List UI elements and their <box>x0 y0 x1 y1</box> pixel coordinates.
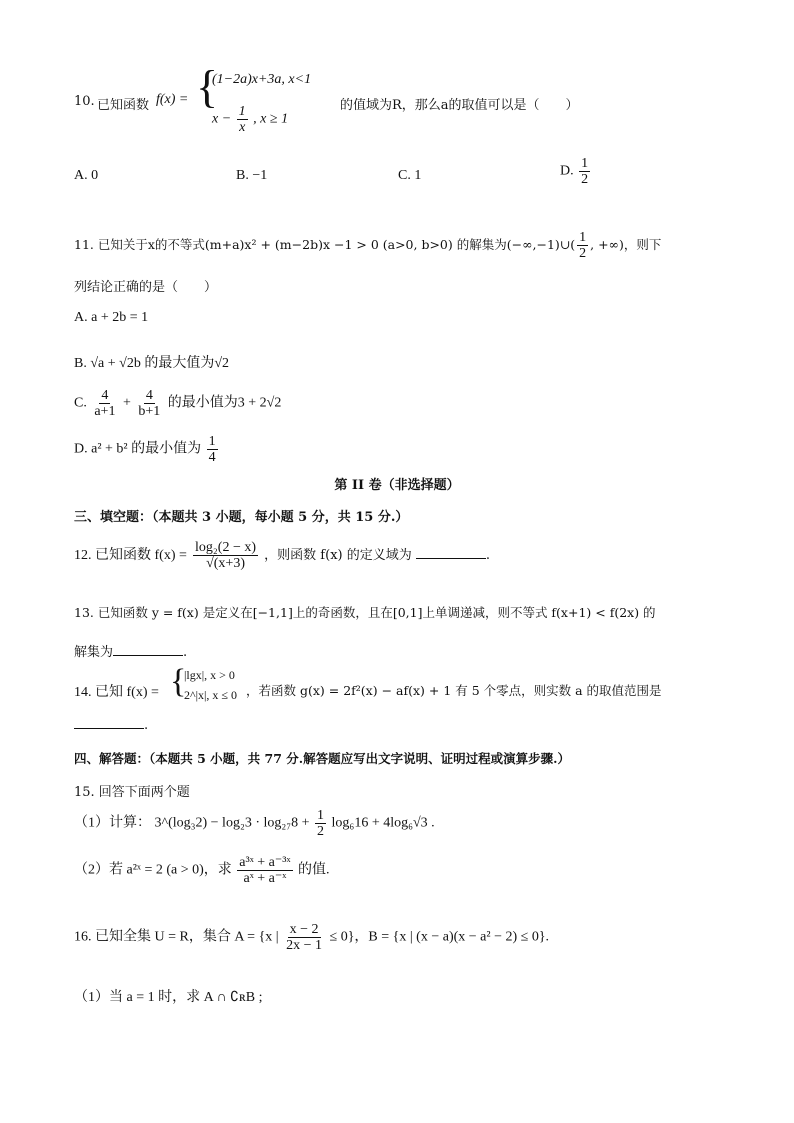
q16 <box>74 922 549 953</box>
q11-option-c-frac1 <box>92 388 117 419</box>
q11-option-c-tail: 的最小值为3 + 2√2 <box>167 395 282 411</box>
q10-number: 10. <box>74 94 95 109</box>
q11-option-c-num2: 4 <box>145 388 153 403</box>
q11-option-d-num: 1 <box>208 434 216 449</box>
q10-option-d-frac <box>579 156 590 187</box>
q12-end: . <box>485 548 491 563</box>
part2-title: 第 II 卷（非选择题） <box>334 478 460 493</box>
q12-pre: 12. 已知函数 f(x) = <box>74 548 187 563</box>
q15-p2-frac <box>237 855 292 886</box>
q10-tail: 的值域为R，那么a的取值可以是（ ） <box>340 98 579 113</box>
q14-brace: { <box>170 663 187 700</box>
q10-option-d-den: 2 <box>581 172 589 187</box>
q16-num: x − 2 <box>289 922 319 937</box>
q11-line1-tail: , +∞)，则下 <box>590 237 662 252</box>
q10-option-c: C. 1 <box>398 168 422 183</box>
q15-p2-post: 的值. <box>298 862 330 878</box>
q15-p1-den: 2 <box>317 824 325 839</box>
q13-answer-blank[interactable] <box>113 643 183 656</box>
q11-line1 <box>74 230 661 261</box>
q10-brace: { <box>196 61 219 112</box>
q15-p1-pre: （1）计算： 3^(log₃2) − log₂3 · log₂₇8 + <box>74 815 310 831</box>
q14-answer-blank[interactable] <box>74 716 144 729</box>
q11-option-d-frac <box>207 434 218 465</box>
q13-line2 <box>74 641 187 660</box>
q11-line1-text: 11. 已知关于x的不等式(m+a)x² + (m−2b)x −1 > 0 (a>0, b>0) 的解集为(−∞,−1)∪( <box>74 237 576 252</box>
q15-p1-frac <box>315 808 326 839</box>
q12-answer-blank[interactable] <box>416 546 486 559</box>
q10-case2-frac <box>237 104 248 135</box>
q12-num: log₂(2 − x) <box>195 540 257 555</box>
q10-option-b: B. −1 <box>236 168 268 183</box>
q13-end: . <box>183 645 188 660</box>
q11-option-d-label: D. a² + b² 的最小值为 <box>74 441 202 457</box>
section3-heading: 三、填空题：（本题共 3 小题，每小题 5 分，共 15 分.） <box>74 510 409 525</box>
q14-case1: |lgx|, x > 0 <box>184 668 235 682</box>
q16-part1: （1）当 a = 1 时，求 A ∩ ∁ʀB ; <box>74 990 263 1005</box>
q11-option-d <box>74 434 220 465</box>
q10-case2-left: x − <box>212 111 232 127</box>
q10-option-a: A. 0 <box>74 168 99 183</box>
q15-p1-post: log₆16 + 4log₆√3 . <box>331 815 435 831</box>
q10-fx: f(x) = <box>156 92 189 107</box>
q11-option-a: A. a + 2b = 1 <box>74 310 149 325</box>
q10-option-d <box>560 156 592 187</box>
q15-p2-den: aˣ + a⁻ˣ <box>243 871 287 886</box>
q14-post: ，若函数 g(x) = 2f²(x) − af(x) + 1 有 5 个零点，则实数 a 的取值范围是 <box>246 683 662 698</box>
q12-post: ，则函数 f(x) 的定义域为 <box>264 548 412 563</box>
q11-line1-frac-den: 2 <box>579 246 587 261</box>
q11-line2: 列结论正确的是（ ） <box>74 280 218 295</box>
q15-p1-num: 1 <box>317 808 325 823</box>
q11-option-c-frac2 <box>136 388 162 419</box>
q11-option-c-label: C. <box>74 395 87 411</box>
q14-end: . <box>144 718 149 733</box>
q11-option-c-num1: 4 <box>101 388 109 403</box>
q16-den: 2x − 1 <box>286 938 323 953</box>
q13-line2-text: 解集为 <box>74 645 114 660</box>
q15-p2-num: a³ˣ + a⁻³ˣ <box>239 855 291 870</box>
q16-post: ≤ 0}，B = {x | (x − a)(x − a² − 2) ≤ 0}. <box>329 929 550 945</box>
q10-case2-right: , x ≥ 1 <box>253 111 289 127</box>
q10-option-d-num: 1 <box>581 156 589 171</box>
q14-pre: 14. 已知 f(x) = <box>74 685 159 700</box>
q11-line1-frac <box>577 230 588 261</box>
q12-frac <box>193 540 258 571</box>
q11-option-c-plus: + <box>122 395 131 411</box>
section4-heading: 四、解答题：（本题共 5 小题，共 77 分.解答题应写出文字说明、证明过程或演算步骤.） <box>74 751 570 766</box>
q15-part1 <box>74 808 435 839</box>
q11-option-c-den2: b+1 <box>138 404 161 419</box>
q11-line1-frac-num: 1 <box>579 230 587 245</box>
q11-option-c <box>74 388 281 419</box>
q10-case1: (1−2a)x+3a, x<1 <box>212 72 312 87</box>
q10-case2-num: 1 <box>238 104 246 119</box>
q15-title: 15. 回答下面两个题 <box>74 785 190 800</box>
q15-p2-pre: （2）若 a²ˣ = 2 (a > 0)，求 <box>74 862 232 878</box>
q15-part2 <box>74 855 330 886</box>
q16-pre: 16. 已知全集 U = R，集合 A = {x | <box>74 929 279 945</box>
q14-blank-line <box>74 716 148 733</box>
q16-frac <box>284 922 324 953</box>
q13-line1: 13. 已知函数 y = f(x) 是定义在[−1,1]上的奇函数，且在[0,1]上单调递减，则不等式 f(x+1) < f(2x) 的 <box>74 605 656 620</box>
q11-option-d-den: 4 <box>208 450 216 465</box>
q11-option-c-den1: a+1 <box>94 404 116 419</box>
q11-option-b: B. √a + √2b 的最大值为√2 <box>74 356 229 371</box>
q12-den: √(x+3) <box>206 556 245 571</box>
q10-option-d-label: D. <box>560 163 574 179</box>
q10-case2 <box>212 104 288 135</box>
q12 <box>74 540 490 571</box>
q10-intro: 已知函数 <box>97 98 150 113</box>
q10-case2-den: x <box>239 120 246 135</box>
q14-case2: 2^|x|, x ≤ 0 <box>184 688 238 702</box>
